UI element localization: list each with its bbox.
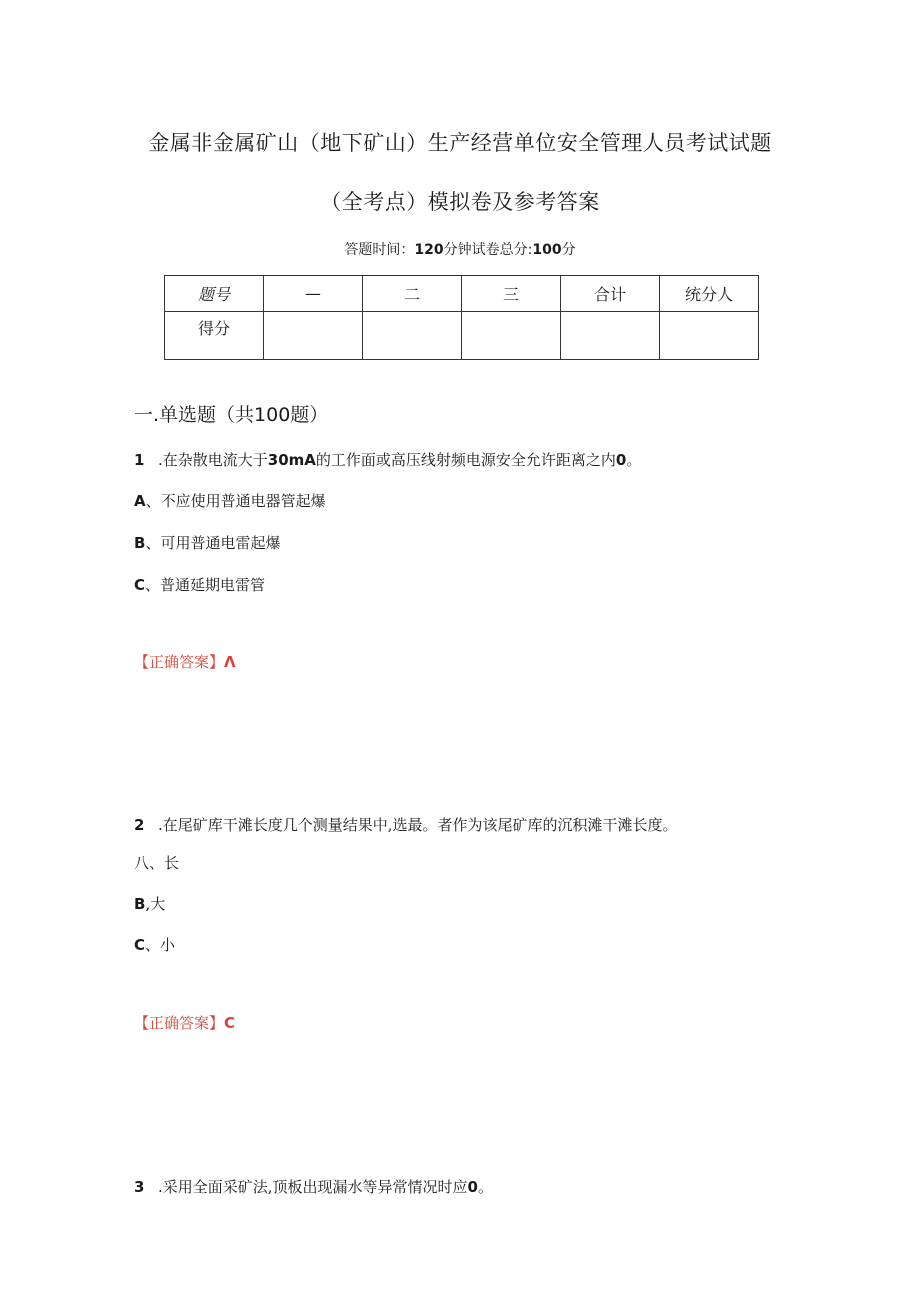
question-1-option-a [134,490,326,511]
answer-value: C [224,1014,236,1032]
question-1-stem [134,449,641,470]
option-letter: A [134,492,146,510]
option-text: 小 [160,936,176,954]
header-question-no: 题号 [165,276,264,312]
question-number: 2 [134,816,145,834]
option-text: 大 [150,895,166,913]
section-heading: 一.单选题（共100题） [134,404,329,426]
total-score-value: 100 [532,242,562,258]
question-3-stem [134,1176,493,1197]
question-text: .在杂散电流大于 [158,451,268,469]
option-text: 不应使用普通电器管起爆 [160,492,326,510]
answer-label: 【正确答案】 [134,1014,225,1032]
option-sep: 、 [145,576,161,594]
total-score-unit: 分 [561,242,576,258]
option-sep: 、 [145,534,161,552]
score-cell-total [561,312,660,360]
option-letter: B [134,895,146,913]
score-cell-grader [660,312,759,360]
question-1-option-b [134,532,280,553]
question-2-option-a [134,852,179,873]
option-text: 普通延期电雷管 [160,576,266,594]
question-1-answer [134,651,236,672]
header-grader: 统分人 [660,276,759,312]
header-section-2: 二 [363,276,462,312]
question-text-tail: 。 [626,451,642,469]
question-1-option-c [134,574,265,595]
option-sep: 、 [145,936,161,954]
question-blank: 0 [615,451,627,469]
score-cell-3 [462,312,561,360]
doc-title-line-2: （全考点）模拟卷及参考答案 [320,190,600,214]
exam-time-value: 120 [414,242,444,258]
question-blank: 0 [467,1178,478,1196]
question-2-answer [134,1012,235,1033]
option-letter: 八 [134,854,150,872]
answer-label: 【正确答案】 [134,653,225,671]
option-sep: , [145,895,151,913]
question-text-tail: 。 [477,1178,493,1196]
question-2-option-c [134,934,175,955]
score-cell-1 [264,312,363,360]
row-label-score: 得分 [165,312,264,360]
answer-value: Λ [224,653,236,671]
header-total: 合计 [561,276,660,312]
option-letter: B [134,534,146,552]
score-table [164,275,759,360]
header-section-1: — [264,276,363,312]
option-sep: 、 [145,492,161,510]
option-text: 可用普通电雷起爆 [160,534,281,552]
option-letter: C [134,576,146,594]
option-letter: C [134,936,146,954]
exam-time-label: 答题时间： [344,242,415,258]
exam-meta [0,239,920,259]
score-table-score-row [165,312,759,360]
header-section-3: 三 [462,276,561,312]
question-2-stem [134,814,678,835]
option-sep: 、 [149,854,165,872]
score-table-header-row [165,276,759,312]
score-cell-2 [363,312,462,360]
question-text: 的工作面或高压线射频电源安全允许距离之内 [315,451,616,469]
question-text: .在尾矿库干滩长度几个测量结果中,选最。者作为该尾矿库的沉积滩干滩长度。 [158,816,678,834]
question-number: 3 [134,1178,145,1196]
exam-time-unit: 分钟试卷总分: [443,242,533,258]
question-2-option-b [134,893,165,914]
question-text-bold: 30mA [267,451,316,469]
question-number: 1 [134,451,145,469]
question-text: .采用全面采矿法,顶板出现漏水等异常情况时应 [158,1178,468,1196]
option-text: 长 [164,854,180,872]
doc-title-line-1: 金属非金属矿山（地下矿山）生产经营单位安全管理人员考试试题 [148,131,772,155]
